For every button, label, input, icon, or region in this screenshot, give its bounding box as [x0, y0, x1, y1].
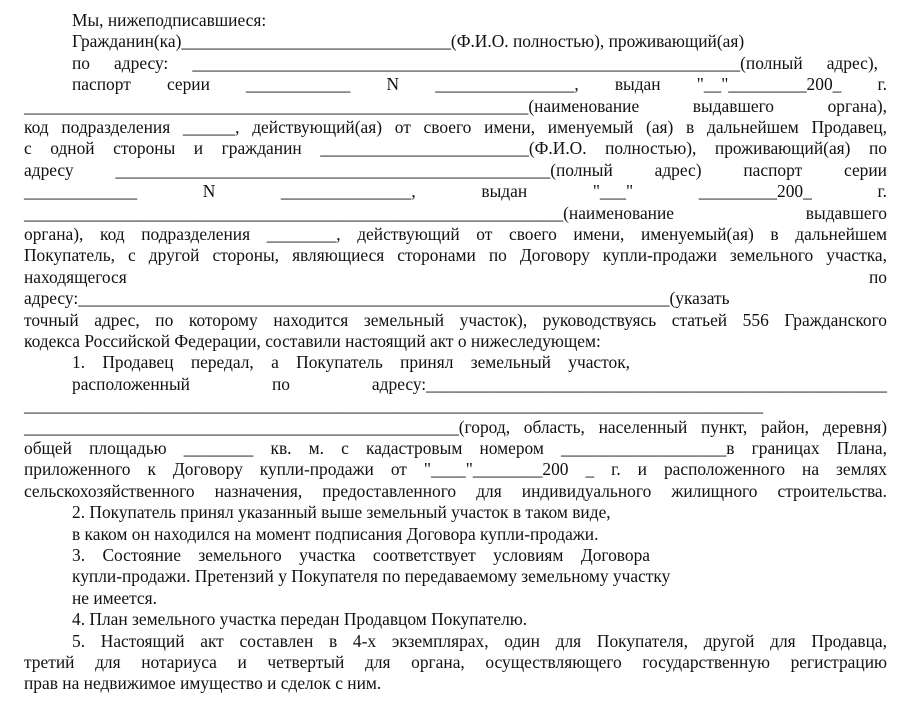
doc-line: ______________________________________________________________(наименование выдавшего: [24, 202, 887, 223]
doc-line: сельскохозяйственного назначения, предоставленного для индивидуального жилищного строительства.: [24, 480, 887, 501]
doc-line: общей площадью ________ кв. м. с кадастровым номером ___________________в границах Плана,: [24, 438, 887, 458]
doc-line: Покупатель, с другой стороны, являющиеся сторонами по Договору купли-продажи земельного участка,: [24, 245, 887, 266]
doc-line: 4. План земельного участка передан Продавцом Покупателю.: [72, 609, 528, 630]
doc-line: паспорт серии ____________ N ________________, выдан "__"_________200_ г.: [72, 74, 887, 95]
doc-line: __________________________________________________(город, область, населенный пункт, район, деревня): [24, 416, 887, 437]
doc-line: __________________________________________________________(наименование выдавшего органа),: [24, 95, 887, 116]
doc-line: по: [868, 266, 887, 287]
doc-line: расположенный по адресу:_____________________________________________________: [72, 373, 887, 394]
doc-line: кодекса Российской Федерации, составили настоящий акт о нижеследующем:: [24, 331, 601, 351]
doc-line: 2. Покупатель принял указанный выше земельный участок в таком виде,: [72, 502, 611, 523]
doc-line: по адресу: _______________________________________________________________(полный адрес),: [72, 52, 878, 73]
doc-line: не имеется.: [72, 587, 158, 608]
doc-line: находящегося: [24, 266, 127, 287]
doc-line: третий для нотариуса и четвертый для органа, осуществляющего государственную регистрацию: [24, 652, 887, 672]
doc-line: 3. Состояние земельного участка соответствует условиям Договора: [72, 545, 650, 565]
doc-line: прав на недвижимое имущество и сделок с ним.: [24, 673, 382, 694]
doc-line: Гражданин(ка)_______________________________(Ф.И.О. полностью), проживающий(ая): [72, 31, 745, 52]
doc-line: в каком он находился на момент подписания Договора купли-продажи.: [72, 523, 599, 544]
doc-line: _____________ N _______________, выдан "___" _________200_ г.: [24, 181, 887, 202]
doc-line: адресу __________________________________________________(полный адрес) паспорт серии: [24, 159, 887, 180]
doc-line: Мы, нижеподписавшиеся:: [72, 10, 267, 30]
doc-line: приложенного к Договору купли-продажи от "____"________200 _ г. и расположенного на землях: [24, 459, 887, 480]
doc-line: купли-продажи. Претензий у Покупателя по передаваемому земельному участку: [72, 566, 671, 587]
doc-line: точный адрес, по которому находится земельный участок), руководствуясь статьей 556 Гражданского: [24, 309, 887, 330]
doc-line: с одной стороны и гражданин ________________________(Ф.И.О. полностью), проживающий(ая) по: [24, 138, 887, 159]
doc-line: 1. Продавец передал, а Покупатель принял земельный участок,: [72, 352, 630, 373]
doc-line: адресу:____________________________________________________________________(указать: [24, 288, 730, 309]
doc-line: 5. Настоящий акт составлен в 4-х экземплярах, один для Покупателя, другой для Продавца,: [72, 630, 887, 651]
doc-line: _____________________________________________________________________________________: [24, 395, 764, 416]
doc-line: код подразделения ______, действующий(ая) от своего имени, именуемый (ая) в дальнейшем Продавец,: [24, 117, 887, 137]
doc-line: органа), код подразделения ________, действующий от своего имени, именуемый(ая) в дальнейшем: [24, 224, 887, 244]
